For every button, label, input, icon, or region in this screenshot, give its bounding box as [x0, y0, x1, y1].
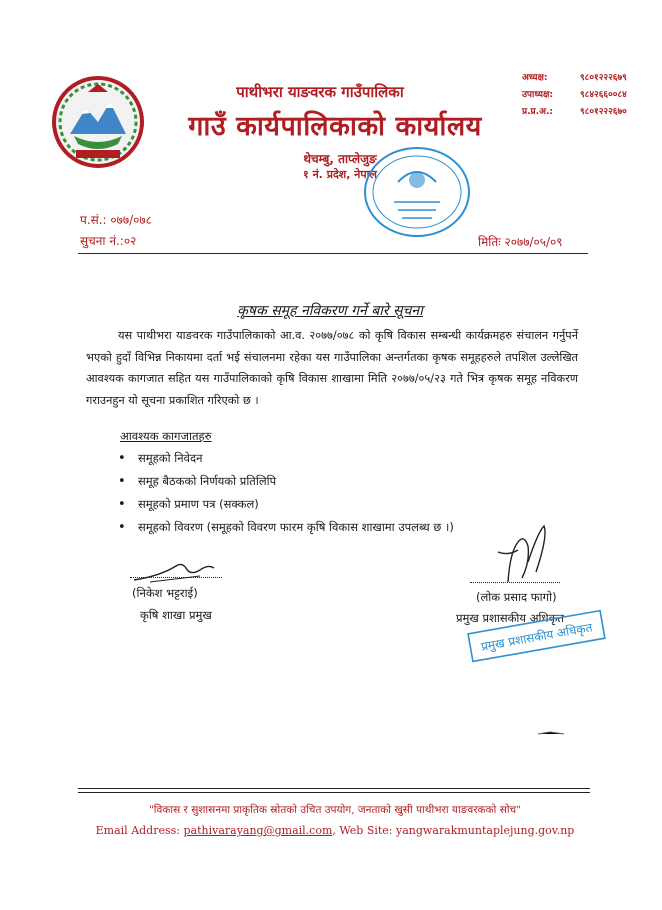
contact-label: उपाध्यक्ष:: [522, 90, 554, 100]
office-title: गाउँ कार्यपालिकाको कार्यालय: [188, 111, 482, 142]
left-signature-mark: [130, 556, 220, 586]
footer-slogan: "विकास र सुशासनमा प्राकृतिक स्रोतको उचित उपयोग, जनताको खुसी पाथीभरा याङवरकको सोच": [148, 804, 522, 816]
notice-date: मितिः २०७७/०५/०९: [478, 235, 563, 249]
email-label: Email Address:: [95, 824, 180, 837]
requirements-heading: आवश्यक कागजातहरु: [120, 429, 212, 443]
requirements-list: [118, 447, 454, 539]
left-signatory-name: (निकेश भट्टराई): [132, 586, 198, 600]
contact-chairperson: [522, 70, 652, 83]
list-item: • समूहको विवरण (समूहको विवरण फारम कृषि विकास शाखामा उपलब्ध छ ।): [118, 516, 454, 539]
right-signature-mark: [488, 522, 558, 590]
contact-label: अध्यक्ष:: [522, 73, 548, 83]
right-signature-line: [470, 582, 560, 583]
website-label: , Web Site:: [332, 824, 393, 837]
stamp-text: प्रमुख प्रशासकीय अधिकृत: [479, 620, 594, 654]
contact-number: ९८४२६६००८४: [580, 90, 627, 100]
reference-number: प.सं.: ०७७/०७८: [80, 213, 152, 227]
footer-divider: [78, 788, 590, 789]
municipality-name: पाथीभरा याङवरक गाउँपालिका: [236, 83, 404, 101]
pen-mark: [536, 728, 566, 738]
contact-number: ९८०१२२२६७०: [580, 107, 627, 117]
contact-cao: [522, 104, 652, 117]
office-seal-stamp: [358, 142, 476, 242]
right-signatory-name: (लोक प्रसाद फागो): [476, 590, 557, 604]
list-item: • समूह बैठकको निर्णयको प्रतिलिपि: [118, 470, 454, 493]
contact-label: प्र.प्र.अ.:: [522, 107, 553, 117]
notice-number: सुचना नं.:०२: [80, 234, 137, 248]
notice-subject: कृषक समूह नविकरण गर्ने बारे सूचना: [237, 303, 423, 319]
email-link[interactable]: pathivarayang@gmail.com: [183, 824, 333, 837]
address-line-1: थेचम्बु, ताप्लेजुङ: [303, 152, 377, 166]
left-signatory-title: कृषि शाखा प्रमुख: [140, 608, 212, 622]
nepal-emblem-logo: [48, 72, 148, 172]
left-signature-line: [130, 577, 222, 578]
header-divider: [78, 253, 588, 254]
right-signatory-title: प्रमुख प्रशासकीय अधिकृत: [456, 611, 564, 625]
footer-divider: [78, 792, 590, 793]
contact-vice-chairperson: [522, 87, 652, 100]
website-link[interactable]: yangwarakmuntaplejung.gov.np: [396, 824, 575, 837]
contact-number: ९८०१२२२६७९: [580, 73, 627, 83]
notice-body-paragraph: यस पाथीभरा याङवरक गाउँपालिकाको आ.व. २०७७/०७८ को कृषि विकास सम्बन्धी कार्यक्रमहरु संचालन गर्नुपर्ने भएको हुदाँ विभिन्न निकायमा दर्ता भई संचालनमा रहेका यस गाउँपालिका अन्तर्गतका कृषक समूहहरुले तपशिल उल्लेखित आवश्यक कागजात सहित यस गाउँपालिकाको कृषि विकास शाखामा मिति २०७७/०५/२३ गते भित्र कृषक समूह नविकरण गराउनहुन यो सूचना प्रकाशित गरिएको छ ।: [86, 329, 578, 407]
address-line-2: १ नं. प्रदेश, नेपाल: [303, 168, 377, 181]
designation-stamp: [462, 608, 612, 670]
list-item: • समूहको प्रमाण पत्र (सक्कल): [118, 493, 454, 516]
footer-contact: [80, 824, 590, 837]
list-item: • समूहको निवेदन: [118, 447, 454, 470]
